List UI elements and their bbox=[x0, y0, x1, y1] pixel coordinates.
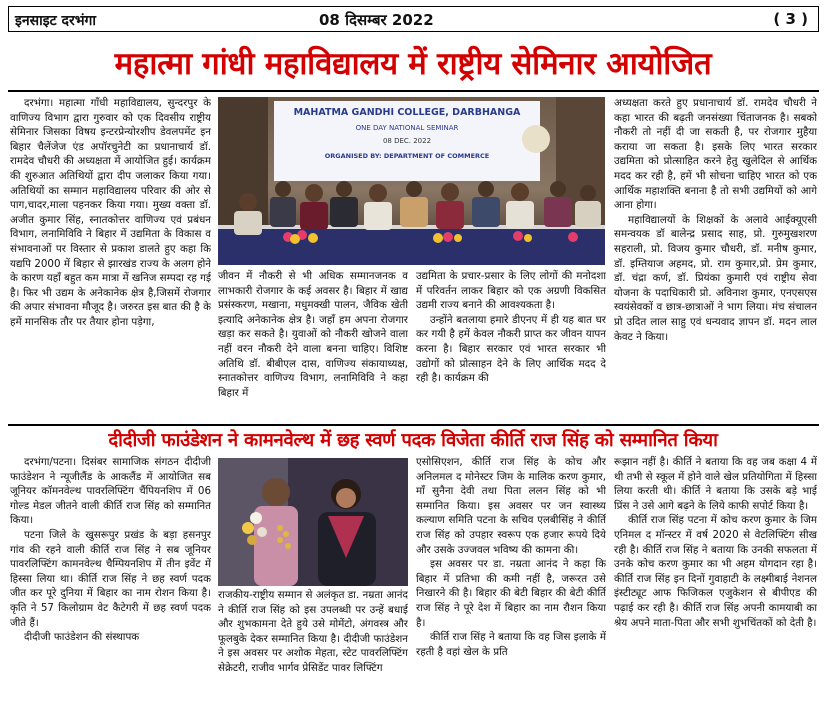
story2-column-4 bbox=[614, 455, 817, 705]
story2-headline: दीदीजी फाउंडेशन ने कामनवेल्थ में छह स्वर्ण पदक विजेता कीर्ति राज सिंह को सम्मानित किया bbox=[108, 430, 718, 451]
story1-col1-p1: दरभंगा। महात्मा गाँधी महाविद्यालय, सुन्दरपुर के वाणिज्य विभाग द्वारा गुरुवार को एक दिवसीय राष्ट्रीय सेमिनार जिसका विषय इन्टरप्रेन्योरशीप डेवलपमेंट इन बिहार चैलेंजेज एंड अपॉरचुनेटी का प्रधानाचार्य डॉ. रामदेव चौधरी की अध्यक्षता में आयोजित हुई। कार्यक्रम की शुरुआत अतिथियों द्वारा दीप जलाकर किया गया। अतिथियों का सम्मान महाविद्यालय परिवार की ओर से पाग,चादर,माला पहनकर किया गया। मुख्य वक्ता डॉ. अजीत कुमार सिंह, स्नातकोत्तर वाणिज्य एवं प्रबंधन विभाग, लनामिविवि ने बिहार में उद्यमिता के विकास व संभावनाओं पर विस्तार से प्रकाश डालते हुए कहा कि यद्यपि 2000 में बिहार से झारखंड राज्य के अलग होने के कारण यहाँ बहुत कम मात्रा में खनिज सम्पदा रह गई है। फिर भी उद्यम के अनेकानेक क्षेत्र है,जिसमें रोजगार की अपार संभावना मौजूद है। जरुरत इस बात की है के हमें मानसिक तौर पर तैयार होना पड़ेगा, bbox=[10, 97, 211, 328]
banner-seminar: ONE DAY NATIONAL SEMINAR bbox=[355, 124, 459, 132]
story2-column-3 bbox=[416, 455, 606, 705]
story1-col4-p2: महाविद्यालयों के शिक्षकों के अलावे आईक्यूएसी समन्वयक डॉ बालेन्द्र प्रसाद साह, प्रो. गुरुमुखशरण सहराली, प्रो. विजय कुमार चौधरी, डॉ. मनीष कुमार, डॉ. इम्तियाज अहमद, प्रो. राम कुमार,प्रो. प्रेम कुमार, डॉ. चंद्रा कर्ण, डॉ. प्रियंका कुमारी एवं राष्ट्रीय सेवा योजना के पदाधिकारी प्रो. अविनाश कुमार, एनएसएस स्वयंसेवकों व छात्र-छात्राओं ने भाग लिया। मंच संचालन प्रो उदित लाल साहु एवं धन्यवाद ज्ञापन डॉ. मदन लाल केवट ने किया। bbox=[614, 213, 817, 343]
award-photo bbox=[218, 458, 408, 586]
banner-college-name: MAHATMA GANDHI COLLEGE, DARBHANGA bbox=[293, 107, 521, 118]
story1-column-1 bbox=[10, 96, 211, 423]
story2-col1-p3: दीदीजी फाउंडेशन की संस्थापक bbox=[24, 631, 140, 644]
story2-col2-p1: राजकीय-राष्ट्रीय सम्मान से अलंकृत डा. नम्रता आनंद ने कीर्ति राज सिंह को इस उपलब्धी पर उन्हें बधाई और शुभकामना देते हुये उसे मोमेंटो, अंगवस्त्र और फूलबुके देकर सम्मानित किया है। दीदीजी फाउंडेशन ने इस अवसर पर अशोक मेहता, स्टेट पावरलिफ्टिंग सेक्रेटरी, राजीव भार्गव प्रेसिडेंट पावर लिफ्टिंग bbox=[218, 589, 408, 674]
masthead-paper-name: इनसाइट दरभंगा bbox=[15, 13, 97, 29]
story1-col3-p1: उद्यमिता के प्रचार-प्रसार के लिए लोगों की मनोदशा में परिवर्तन लाकर बिहार को एक अग्रणी विकसित उद्यमी राज्य बनाने की आवश्यकता है। bbox=[416, 270, 606, 312]
story2-col3-p1: एसोसिएशन, कीर्ति राज सिंह के कोच और अनिलमल द मोनेस्टर जिम के मालिक करण कुमार, माँ सुनैना देवी तथा पिता ललन सिंह को भी सम्मानित किया। इस अवसर पर जन स्वास्थ्य कल्याण समिति पटना के सचिव एलबीसिंह ने कीर्ति राज सिंह को उपहार स्वरूप एक हजार रूपये दिये और उसके उज्जवल भविष्य की कामना की। bbox=[416, 456, 606, 556]
masthead bbox=[8, 6, 819, 32]
story2-column-2 bbox=[218, 588, 408, 705]
story2-col1-p2: पटना जिले के खुसरूपुर प्रखंड के बड़ा हसनपुर गांव की रहने वाली कीर्ति राज सिंह ने सब जूनियर पावरलिफ्टिंग कामनवेल्थ चैम्पियनशिप में तीन इवेंट में हिस्सा लिया था। कीर्ति राज सिंह ने छह स्वर्ण पदक जीत कर पूरे दुनिया में बिहार का नाम रोशन किया है। कृति ने 57 किलोग्राम वेट कैटेगरी में छह स्वर्ण पदक जीते हैं। bbox=[10, 528, 211, 629]
banner-organised-by: ORGANISED BY: DEPARTMENT OF COMMERCE bbox=[324, 152, 490, 160]
masthead-page-number: ( 3 ) bbox=[773, 10, 808, 28]
story2-col3-p2: इस अवसर पर डा. नम्रता आनंद ने कहा कि बिहार में प्रतिभा की कमी नहीं है, जरूरत उसे निखारने की है। बिहार की बेटी बिहार की बेटी कीर्ति राज सिंह ने पूरे देश में बिहार का नाम रौशन किया है। bbox=[416, 558, 606, 629]
story1-col3-p2: उन्होंने बतलाया हमारे डीएनए में ही यह बात घर कर गयी है हमें केवल नौकरी प्राप्त कर जीवन यापन करना है। बिहार सरकार एवं भारत सरकार भी उद्योगों को प्रोत्साहन देने के लिए आर्थिक मदद दे रही है। कार्यक्रम की bbox=[416, 313, 606, 385]
story1-rule bbox=[8, 90, 819, 92]
seminar-photo bbox=[218, 97, 605, 265]
story2-column-1 bbox=[10, 455, 211, 705]
masthead-date: 08 दिसम्बर 2022 bbox=[319, 11, 434, 29]
story2-col4-p1: रूझान नहीं है। कीर्ति ने बताया कि वह जब कक्षा 4 में थी तभी से स्कूल में होने वाले खेल प्रतियोगिता में हिस्सा लिया करती थी। कीर्ति ने बताया कि उसके बड़े भाई प्रिंस ने उसे आगे बढ़ने के लिये काफी सपोर्ट किया है। bbox=[614, 456, 817, 512]
story2-col1-p1: दरभंगा/पटना। दिसंबर सामाजिक संगठन दीदीजी फाउंडेशन ने न्यूजीलैंड के आकलैंड में आयोजित सब जूनियर कॉमनवेल्थ पावरलिफ्टिंग चैंपियनशिप में 06 गोल्ड मेडल जीतने वाली कीर्ति राज सिंह को सम्मानित किया। bbox=[10, 456, 211, 527]
story2-col4-p2: कीर्ति राज सिंह पटना में कोच करण कुमार के जिम एनिमल द मॉन्स्टर में वर्ष 2020 से वेटलिफ्टिंग सीख रही है। कीर्ति राज सिंह ने बताया कि उनकी सफलता में उनके कोच करण कुमार का भी अहम योगदान रहा है। कीर्ति राज सिंह इन दिनों गुवाहाटी के लक्ष्मीबाई नेशनल इंस्टीट्यूट आफ फिजिकल एजुकेशन से बीपीएड की पढ़ाई कर रही है। कीर्ति राज सिंह अपनी कामयाबी का श्रेय अपने माता-पिता और सभी शुभचिंतकों को देती है। bbox=[614, 514, 817, 629]
story1-column-3 bbox=[416, 269, 606, 423]
story1-col2-p1: जीवन में नौकरी से भी अधिक सम्मानजनक व लाभकारी रोजगार के कई अवसर है। बिहार में खाद्य प्रसंस्करण, मखाना, मधुमक्खी पालन, जैविक खेती इत्यादि अनेकानेक क्षेत्र है। जहाँ हम अपना रोजगार खड़ा कर सकते है। युवाओं को नौकरी खोजने वाला नहीं वरन नौकरी देने वाला बनना चाहिए। विशिष्ट अतिथि डॉ. बीबीएल दास, वाणिज्य संकायाध्यक्ष, स्नातकोत्तर वाणिज्य विभाग, लनामिविवि ने कहा बिहार में bbox=[218, 270, 408, 399]
story1-headline: महात्मा गांधी महाविद्यालय में राष्ट्रीय सेमिनार आयोजित bbox=[114, 46, 712, 82]
story1-column-2 bbox=[218, 269, 408, 423]
story1-column-4 bbox=[614, 96, 817, 423]
story1-col4-p1: अध्यक्षता करते हुए प्रधानाचार्य डॉ. रामदेव चौधरी ने कहा भारत की बढ़ती जनसंख्या चिंताजनक है। सबको नौकरी तो नहीं दी जा सकती है, पर रोजगार मुहैया कराया जा सकता है। इसके लिए भारत सरकार उद्यमिता को प्रोत्साहित करने हेतु खुलेदिल से आर्थिक मदद कर रही है, हमें भी सोचना चाहिए भारत को एक आर्थिक महाशक्ति बनाना है तो सभी उद्यमियों को आगे आना होगा। bbox=[614, 97, 817, 212]
section-divider bbox=[8, 424, 819, 426]
banner-date: 08 DEC. 2022 bbox=[382, 137, 432, 145]
story2-col3-p3: कीर्ति राज सिंह ने बताया कि वह जिस इलाके में रहती है वहां खेल के प्रति bbox=[416, 631, 606, 658]
